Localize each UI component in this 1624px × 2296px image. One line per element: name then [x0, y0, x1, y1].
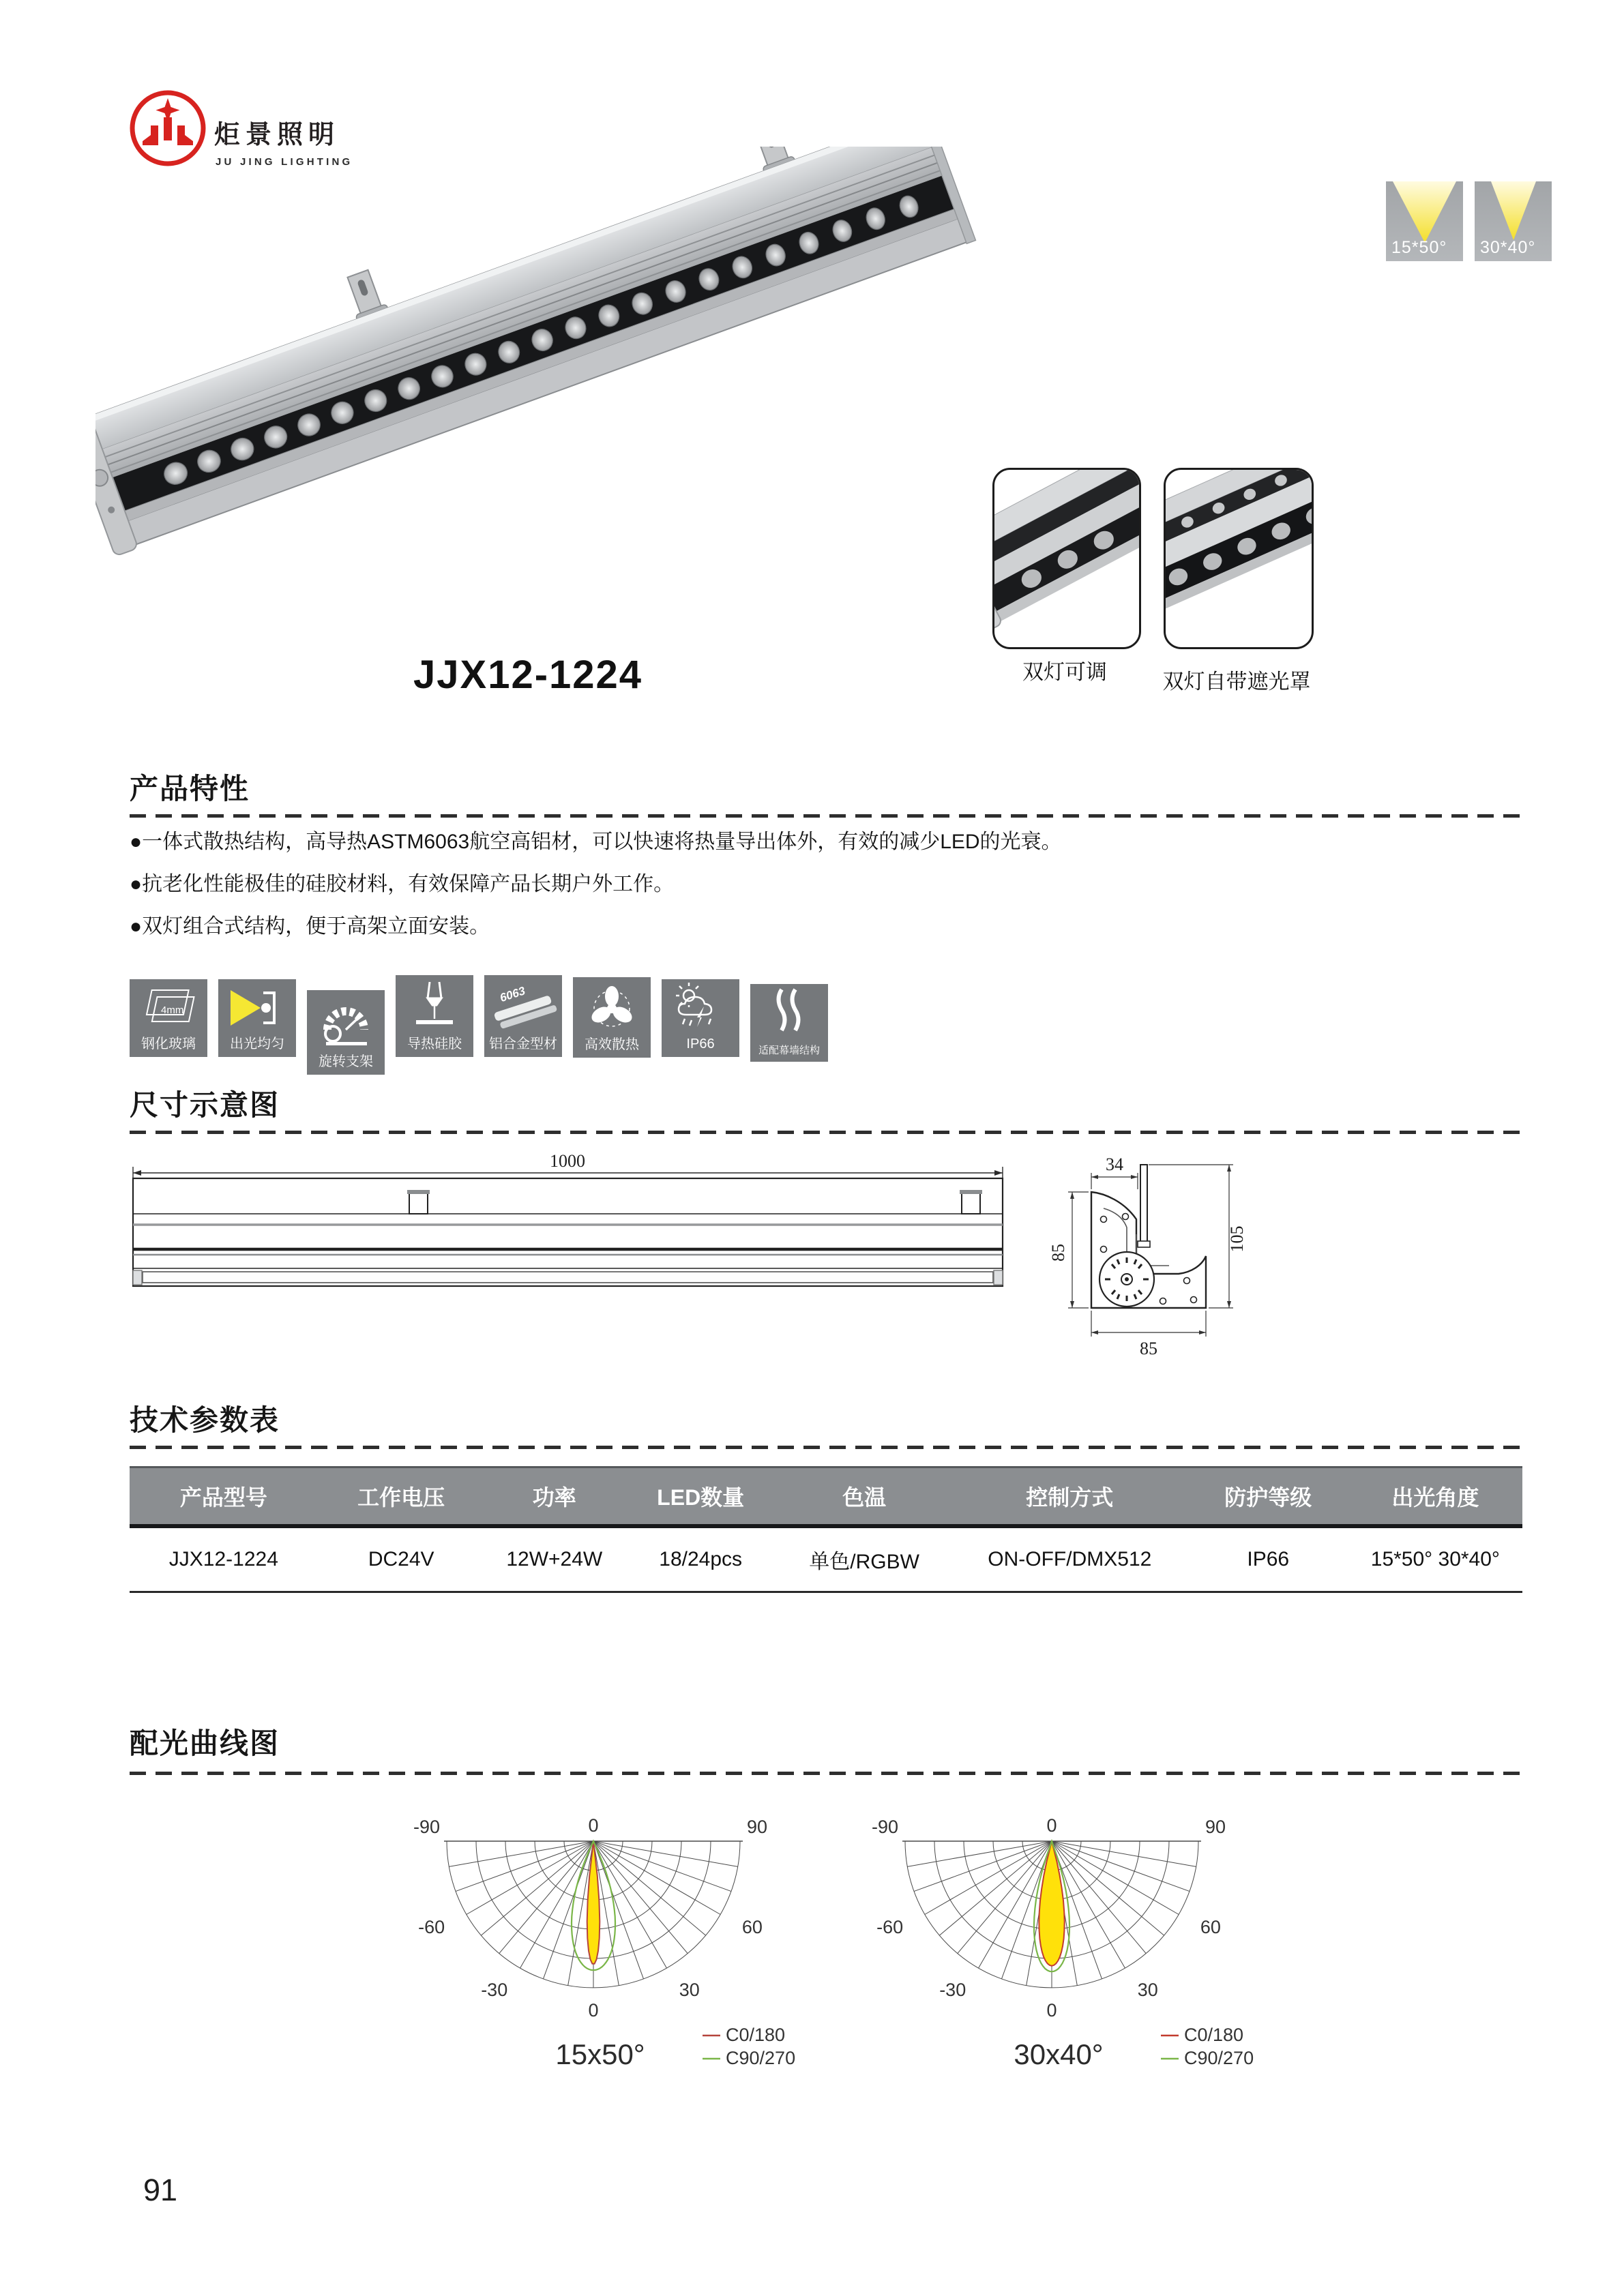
brand-name-en: JU JING LIGHTING: [216, 156, 353, 168]
feature-bullet: ●双灯组合式结构，便于高架立面安装。: [130, 915, 490, 938]
section-title-photometrics: 配光曲线图: [130, 1727, 280, 1759]
product-model-title: JJX12-1224: [413, 653, 643, 697]
dim-left-label: 85: [1048, 1244, 1068, 1262]
spec-cell: 18/24pcs: [624, 1526, 778, 1592]
spec-col-header: 出光角度: [1348, 1467, 1522, 1527]
feature-tile-ip66: [662, 979, 739, 1057]
logo-emblem-icon: [143, 98, 193, 145]
rotating-bracket-icon: [307, 990, 385, 1056]
svg-text:15x50°: 15x50°: [555, 2038, 645, 2070]
led-lens-row: [161, 193, 921, 488]
feature-bullet: ●抗老化性能极佳的硅胶材料，有效保障产品长期户外工作。: [130, 873, 675, 895]
spec-data-row: [130, 1526, 1522, 1592]
feature-tile-label: 高效散热: [585, 1037, 639, 1052]
thumbnail-dual-shade: [1164, 468, 1314, 649]
svg-text:C90/270: C90/270: [1184, 2048, 1254, 2068]
beam-angle-label: 15*50°: [1391, 238, 1447, 257]
tempered-glass-icon: [130, 979, 207, 1038]
feature-tile-heat-dissipation: [573, 977, 651, 1058]
feature-bullet-list: [130, 821, 1466, 948]
fixture-body: [95, 147, 977, 556]
svg-text:0: 0: [588, 2000, 599, 2021]
spec-header-row: [130, 1467, 1522, 1527]
svg-text:90: 90: [1205, 1817, 1226, 1837]
svg-text:30x40°: 30x40°: [1014, 2038, 1104, 2070]
feature-tile-label: 钢化玻璃: [141, 1037, 196, 1052]
spec-cell: IP66: [1188, 1526, 1348, 1592]
thumbnail-art: [1166, 470, 1312, 647]
aluminum-profile-icon: [484, 975, 562, 1037]
photometric-chart-30x40: [868, 1806, 1277, 2126]
beam-angle-badge-30x40: [1475, 181, 1552, 261]
spec-col-header: 防护等级: [1188, 1467, 1348, 1527]
section-title-dimensions: 尺寸示意图: [130, 1089, 280, 1121]
svg-text:C0/180: C0/180: [726, 2025, 786, 2045]
svg-text:C0/180: C0/180: [1184, 2025, 1244, 2045]
svg-text:90: 90: [747, 1817, 768, 1837]
svg-text:4mm: 4mm: [161, 1004, 184, 1016]
spec-cell: 15*50° 30*40°: [1348, 1526, 1522, 1592]
feature-tile-rotating-bracket: [307, 990, 385, 1075]
feature-tile-aluminum-profile: [484, 975, 562, 1057]
uniform-light-icon: [218, 979, 296, 1038]
rotation-disc-icon: [1099, 1252, 1154, 1307]
dim-top-label: 34: [1106, 1154, 1123, 1174]
feature-tile-label: 出光均匀: [230, 1037, 284, 1052]
spec-cell: JJX12-1224: [130, 1526, 318, 1592]
spec-cell: DC24V: [318, 1526, 485, 1592]
dim-length-label: 1000: [550, 1154, 585, 1171]
svg-text:-60: -60: [876, 1916, 904, 1937]
feature-tile-curtain-wall: [750, 984, 828, 1062]
dim-bottom-label: 85: [1140, 1339, 1157, 1358]
spec-col-header: 产品型号: [130, 1467, 318, 1527]
spec-table-wrap: [130, 1466, 1522, 1593]
svg-text:60: 60: [741, 1916, 763, 1937]
product-photo: [95, 147, 992, 655]
spec-col-header: 工作电压: [318, 1467, 485, 1527]
dim-right-label: 105: [1227, 1225, 1247, 1253]
dashed-rule: [130, 814, 1522, 818]
spec-cell: 单色/RGBW: [777, 1526, 951, 1592]
svg-text:60: 60: [1200, 1916, 1221, 1937]
svg-text:30: 30: [1137, 1979, 1158, 2000]
section-title-features: 产品特性: [130, 773, 250, 805]
svg-text:-90: -90: [871, 1817, 898, 1837]
dashed-rule: [130, 1446, 1522, 1449]
feature-tile-label: 导热硅胶: [407, 1037, 462, 1052]
feature-tile-label: 适配幕墙结构: [758, 1045, 820, 1056]
spec-cell: 12W+24W: [485, 1526, 624, 1592]
thumbnail-caption: 双灯可调: [1022, 660, 1107, 684]
heat-dissipation-icon: [573, 977, 651, 1037]
svg-text:0: 0: [1046, 1815, 1057, 1836]
feature-tile-label: IP66: [686, 1037, 715, 1052]
beam-angle-badge-15x50: [1386, 181, 1463, 261]
svg-text:0: 0: [1046, 2000, 1057, 2021]
feature-tile-label: 铝合金型材: [489, 1037, 557, 1052]
svg-text:-30: -30: [939, 1979, 966, 2000]
feature-bullet: ●一体式散热结构，高导热ASTM6063航空高铝材，可以快速将热量导出体外，有效的减少LED的光衰。: [130, 831, 1062, 853]
thumbnail-art: [994, 470, 1139, 647]
feature-tile-thermal-silicone: [396, 975, 473, 1057]
spec-col-header: LED数量: [624, 1467, 778, 1527]
feature-tile-uniform-light: [218, 979, 296, 1057]
spec-cell: ON-OFF/DMX512: [951, 1526, 1188, 1592]
section-title-specs: 技术参数表: [130, 1404, 280, 1436]
feature-tile-label: 旋转支架: [319, 1054, 373, 1069]
thumbnail-caption: 双灯自带遮光罩: [1162, 670, 1311, 694]
beam-angle-label: 30*40°: [1480, 238, 1536, 257]
spec-col-header: 控制方式: [951, 1467, 1188, 1527]
page-number: 91: [143, 2173, 178, 2207]
curtain-wall-icon: [750, 984, 828, 1041]
svg-text:6063: 6063: [498, 984, 527, 1005]
thumbnail-dual-adjustable: [992, 468, 1141, 649]
spec-table: [130, 1466, 1522, 1593]
dimension-front-view: [126, 1154, 1020, 1299]
feature-tile-tempered-glass: [130, 979, 207, 1057]
dimension-cross-section: [1023, 1132, 1262, 1364]
spec-col-header: 色温: [777, 1467, 951, 1527]
spec-col-header: 功率: [485, 1467, 624, 1527]
dashed-rule: [130, 1772, 1522, 1775]
brand-name-cn: 炬景照明: [214, 121, 340, 149]
svg-text:0: 0: [588, 1815, 599, 1836]
thermal-silicone-icon: [396, 975, 473, 1037]
ip66-weather-icon: [662, 979, 739, 1037]
svg-text:-90: -90: [413, 1817, 440, 1837]
svg-text:-60: -60: [418, 1916, 445, 1937]
dashed-rule: [130, 1131, 1522, 1134]
svg-text:-30: -30: [481, 1979, 508, 2000]
svg-text:C90/270: C90/270: [726, 2048, 796, 2068]
photometric-chart-15x50: [409, 1806, 818, 2126]
svg-text:30: 30: [679, 1979, 700, 2000]
